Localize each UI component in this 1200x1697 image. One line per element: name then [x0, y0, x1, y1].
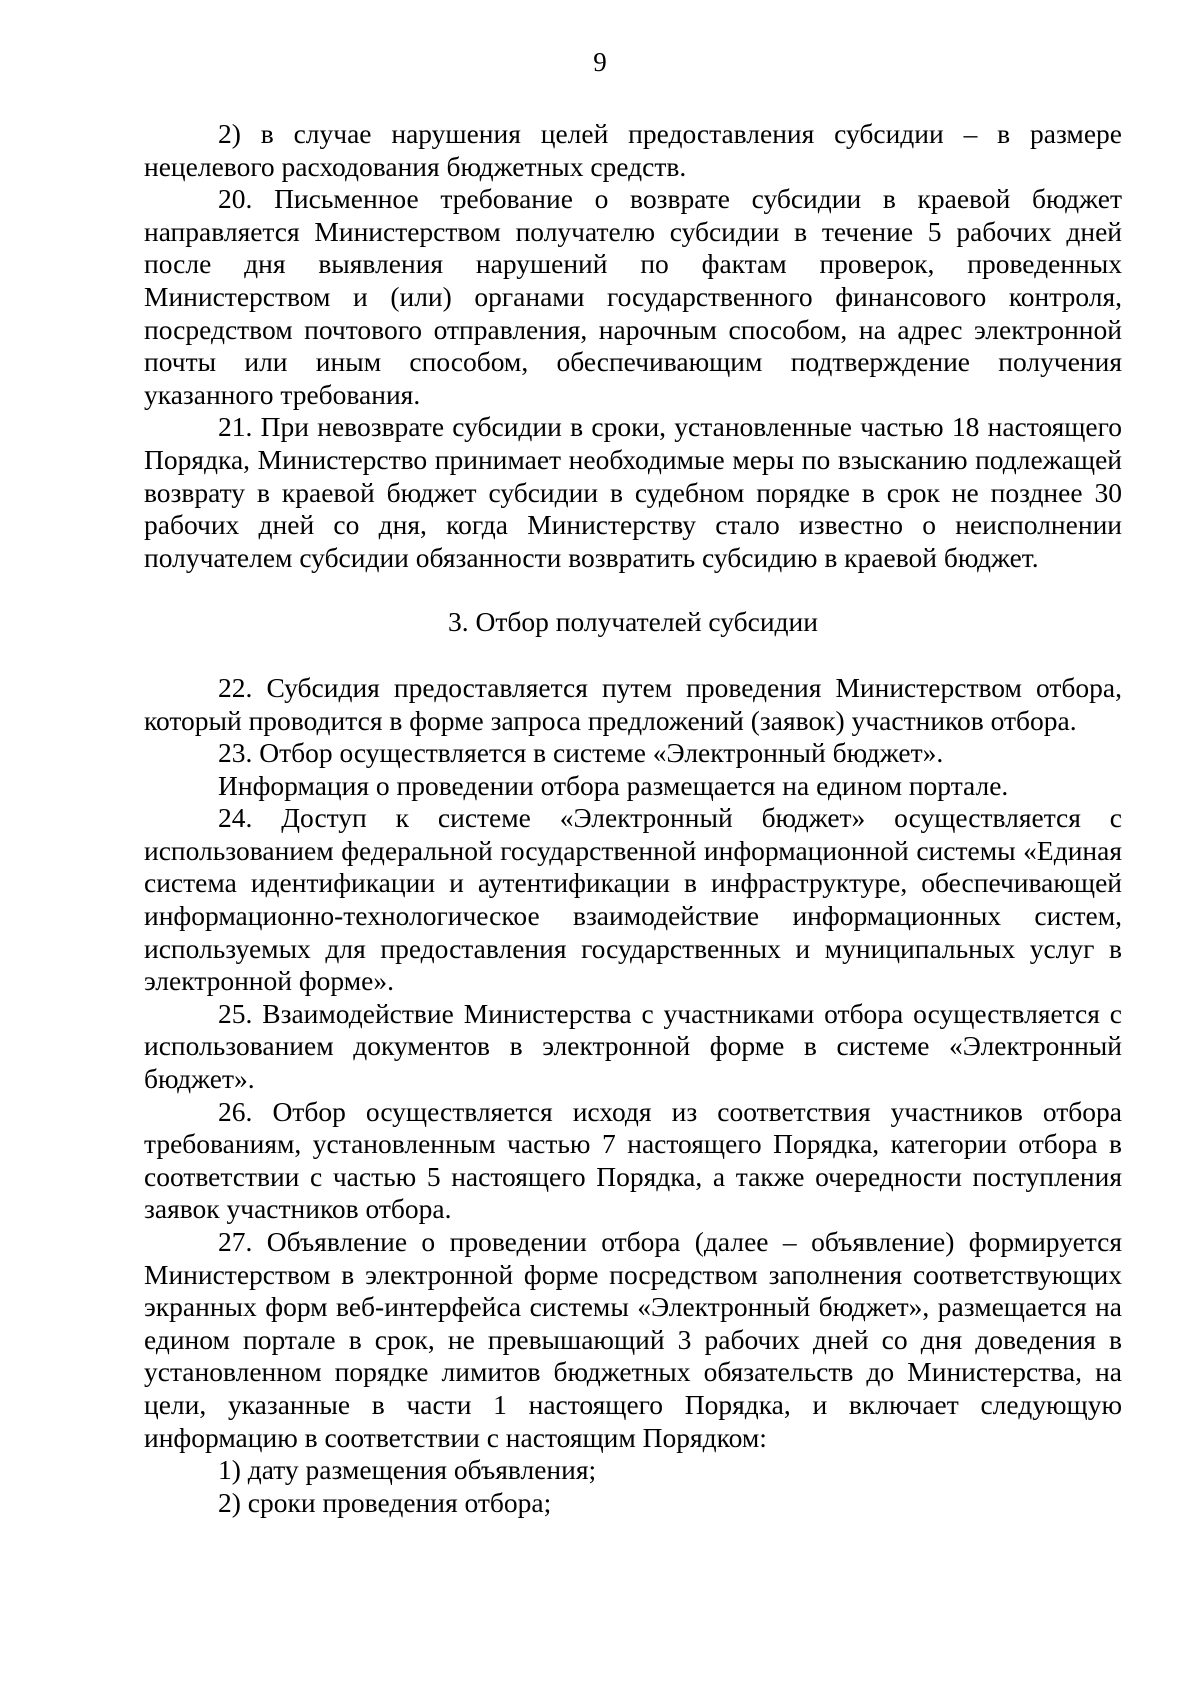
paragraph-27: 27. Объявление о проведении отбора (далее – объявление) формируется Министерством в электронной форме посредством заполнения соответствующих экранных форм веб-интерфейса системы «Электронный бюджет», размещается на едином портале в срок, не превышающий 3 рабочих дней со дня доведения в установленном порядке лимитов бюджетных обязательств до Министерства, на цели, указанные в части 1 настоящего Порядка, и включает следующую информацию в соответствии с настоящим Порядком: [144, 1226, 1122, 1453]
section-heading: 3. Отбор получателей субсидии [448, 606, 818, 638]
page-number: 9 [593, 47, 607, 77]
paragraph-21: 21. При невозврате субсидии в сроки, установленные частью 18 настоящего Порядка, Министерство принимает необходимые меры по взысканию подлежащей возврату в краевой бюджет субсидии в судебном порядке в срок не позднее 30 рабочих дней со дня, когда Министерству стало известно о неисполнении получателем субсидии обязанности возвратить субсидию в краевой бюджет. [144, 411, 1122, 573]
paragraph-22: 22. Субсидия предоставляется путем проведения Министерством отбора, который проводится в форме запроса предложений (заявок) участников отбора. [144, 671, 1122, 736]
paragraph-27-clause-2: 2) сроки проведения отбора; [218, 1486, 552, 1518]
paragraph-26: 26. Отбор осуществляется исходя из соответствия участников отбора требованиям, установленным частью 7 настоящего Порядка, категории отбора в соответствии с частью 5 настоящего Порядка, а также очередности поступления заявок участников отбора. [144, 1095, 1122, 1225]
paragraph-25: 25. Взаимодействие Министерства с участниками отбора осуществляется с использованием документов в электронной форме в системе «Электронный бюджет». [144, 997, 1122, 1095]
paragraph-24: 24. Доступ к системе «Электронный бюджет» осуществляется с использованием федеральной государственной информационной системы «Единая система идентификации и аутентификации в инфраструктуре, обеспечивающей информационно-технологическое взаимодействие информационных систем, используемых для предоставления государственных и муниципальных услуг в электронной форме». [144, 802, 1122, 997]
paragraph-item-2-clause: 2) в случае нарушения целей предоставления субсидии – в размере нецелевого расходования бюджетных средств. [144, 118, 1122, 182]
paragraph-23-info: Информация о проведении отбора размещается на едином портале. [218, 769, 1009, 801]
document-body [144, 118, 1122, 1519]
paragraph-27-clause-1: 1) дату размещения объявления; [218, 1454, 597, 1486]
paragraph-23: 23. Отбор осуществляется в системе «Электронный бюджет». [218, 737, 944, 769]
paragraph-20: 20. Письменное требование о возврате субсидии в краевой бюджет направляется Министерством получателю субсидии в течение 5 рабочих дней после дня выявления нарушений по фактам проверок, проведенных Министерством и (или) органами государственного финансового контроля, посредством почтового отправления, нарочным способом, на адрес электронной почты или иным способом, обеспечивающим подтверждение получения указанного требования. [144, 183, 1122, 410]
